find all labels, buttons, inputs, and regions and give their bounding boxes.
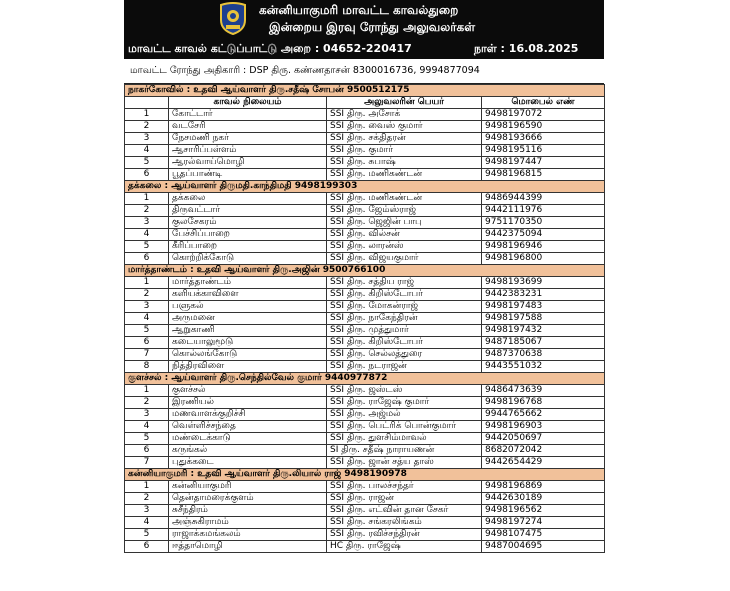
mobile-number: 9498197447: [482, 157, 605, 169]
row-number: 5: [125, 529, 169, 541]
section-title: கன்னியாகுமரி : உதவி ஆய்வாளர் திரு.லியால் ராஜ் 9498190978: [125, 469, 605, 481]
officer-name: SSI திரு. நாகேந்திரன்: [327, 313, 482, 325]
station-name: நேசமணி நகர்: [169, 133, 327, 145]
station-name: பூதப்பாண்டி: [169, 169, 327, 181]
table-row: [125, 433, 605, 445]
table-row: [125, 169, 605, 181]
row-number: 2: [125, 121, 169, 133]
officer-name: SSI திரு. ராஜன்: [327, 493, 482, 505]
table-row: [125, 241, 605, 253]
officer-name: SSI திரு. எட்வின் தான சேகர்: [327, 505, 482, 517]
officer-name: SI திரு. சதீஷ் நாராயணன்: [327, 445, 482, 457]
row-number: 3: [125, 133, 169, 145]
officer-name: SSI திரு. சுபாஷ்: [327, 157, 482, 169]
row-number: 3: [125, 505, 169, 517]
station-name: குளச்சல்: [169, 385, 327, 397]
table-row: [125, 445, 605, 457]
row-number: 6: [125, 337, 169, 349]
table-row: [125, 457, 605, 469]
station-name: கன்னியாகுமரி: [169, 481, 327, 493]
column-header-officer: அலுவலரின் பெயர்: [327, 97, 482, 109]
station-name: அருமனை: [169, 313, 327, 325]
section-header: [125, 85, 605, 97]
column-header-row: [125, 97, 605, 109]
station-name: மண்டைக்காடு: [169, 433, 327, 445]
table-row: [125, 301, 605, 313]
station-name: கொற்றிக்கோடு: [169, 253, 327, 265]
officer-name: SSI திரு. மணிகண்டன்: [327, 169, 482, 181]
station-name: ராஜாக்கமங்கலம்: [169, 529, 327, 541]
section-header: [125, 265, 605, 277]
officer-name: SSI திரு. முத்துமார்: [327, 325, 482, 337]
table-row: [125, 337, 605, 349]
officer-name: SSI திரு. விஜயகுமார்: [327, 253, 482, 265]
column-header-station: காவல் நிலையம்: [169, 97, 327, 109]
section-title: நாகர்கோவில் : உதவி ஆய்வாளர் திரு.சதீஷ் சோபன் 9500512175: [125, 85, 605, 97]
station-name: ஆறுகாணி: [169, 325, 327, 337]
mobile-number: 9498195116: [482, 145, 605, 157]
patrol-table: [124, 84, 605, 553]
mobile-number: 9498196562: [482, 505, 605, 517]
table-row: [125, 277, 605, 289]
mobile-number: 9486944399: [482, 193, 605, 205]
sheet-subtitle: இன்றைய இரவு ரோந்து அலுவலர்கள்: [269, 20, 476, 34]
officer-name: SSI திரு. சக்திதரன்: [327, 133, 482, 145]
officer-name: SSI திரு. மோகன்ராஜ்: [327, 301, 482, 313]
station-name: நித்திரவிளை: [169, 361, 327, 373]
officer-name: SSI திரு. அசோக்: [327, 109, 482, 121]
mobile-number: 9751170350: [482, 217, 605, 229]
station-name: ஆரல்வாய்மொழி: [169, 157, 327, 169]
officer-name: SSI திரு. பெட்ரிக் பொன்குமார்: [327, 421, 482, 433]
mobile-number: 9442630189: [482, 493, 605, 505]
table-row: [125, 421, 605, 433]
mobile-number: 9498193699: [482, 277, 605, 289]
mobile-number: 9487185067: [482, 337, 605, 349]
row-number: 4: [125, 517, 169, 529]
station-name: புதுக்கடை: [169, 457, 327, 469]
station-name: மணவாளக்குறிச்சி: [169, 409, 327, 421]
station-name: தென்தாமரைக்குளம்: [169, 493, 327, 505]
sheet-date: நாள் : 16.08.2025: [474, 42, 579, 55]
mobile-number: 9442383231: [482, 289, 605, 301]
row-number: 3: [125, 409, 169, 421]
mobile-number: 9487370638: [482, 349, 605, 361]
station-name: இரணியல்: [169, 397, 327, 409]
table-row: [125, 481, 605, 493]
patrol-sheet: [124, 0, 604, 591]
officer-name: SSI திரு. லாரன்ஸ்: [327, 241, 482, 253]
row-number: 1: [125, 277, 169, 289]
officer-name: HC திரு. ராஜேஷ்: [327, 541, 482, 553]
mobile-number: 8682072042: [482, 445, 605, 457]
mobile-number: 9443551032: [482, 361, 605, 373]
station-name: வெள்ளிச்சந்தை: [169, 421, 327, 433]
station-name: அஞ்சுகிராமம்: [169, 517, 327, 529]
row-number: 7: [125, 457, 169, 469]
section-title: தக்கலை : ஆய்வாளர் திருமதி.காந்திமதி 9498199303: [125, 181, 605, 193]
table-row: [125, 361, 605, 373]
table-row: [125, 385, 605, 397]
section-header: [125, 469, 605, 481]
table-row: [125, 157, 605, 169]
row-number: 4: [125, 229, 169, 241]
table-row: [125, 349, 605, 361]
station-name: கீரிப்பாறை: [169, 241, 327, 253]
row-number: 5: [125, 157, 169, 169]
control-room-number: மாவட்ட காவல் கட்டுப்பாட்டு அறை : 04652-220417: [128, 42, 412, 55]
table-row: [125, 145, 605, 157]
row-number: 3: [125, 217, 169, 229]
section-title: குளச்சல் : ஆய்வாளர் திரு.செந்தில்வேல் குமார் 9440977872: [125, 373, 605, 385]
officer-name: SSI திரு. ராஜேஷ் குமார்: [327, 397, 482, 409]
row-number: 8: [125, 361, 169, 373]
officer-name: SSI திரு. ஜான் சத்ய தாஸ்: [327, 457, 482, 469]
table-row: [125, 493, 605, 505]
patrol-table-body: [125, 85, 605, 553]
station-name: ஆசாரிப்பள்ளம்: [169, 145, 327, 157]
section-header: [125, 181, 605, 193]
officer-name: SSI திரு. சத்திய ராஜ்: [327, 277, 482, 289]
mobile-number: 9498197072: [482, 109, 605, 121]
officer-name: SSI திரு. வைஸ் குமார்: [327, 121, 482, 133]
station-name: பளுகல்: [169, 301, 327, 313]
row-number: 5: [125, 241, 169, 253]
table-row: [125, 505, 605, 517]
officer-name: SSI திரு. துளசிம்மாவல்: [327, 433, 482, 445]
column-header-mobile: மொபைல் எண்: [482, 97, 605, 109]
officer-name: SSI திரு. வில்சன்: [327, 229, 482, 241]
officer-name: SSI திரு. சங்கரலிங்கம்: [327, 517, 482, 529]
table-row: [125, 253, 605, 265]
table-row: [125, 517, 605, 529]
department-title: கன்னியாகுமரி மாவட்ட காவல்துறை: [259, 3, 459, 17]
station-name: கொல்லங்கோடு: [169, 349, 327, 361]
mobile-number: 9442654429: [482, 457, 605, 469]
mobile-number: 9498196590: [482, 121, 605, 133]
row-number: 6: [125, 169, 169, 181]
table-row: [125, 409, 605, 421]
table-row: [125, 529, 605, 541]
row-number: 5: [125, 325, 169, 337]
row-number: 4: [125, 313, 169, 325]
row-number: 5: [125, 433, 169, 445]
header-banner: [124, 0, 604, 59]
mobile-number: 9498197432: [482, 325, 605, 337]
table-row: [125, 193, 605, 205]
station-name: கடையாலுமூடு: [169, 337, 327, 349]
mobile-number: 9498197483: [482, 301, 605, 313]
mobile-number: 9498196946: [482, 241, 605, 253]
column-header-no: [125, 97, 169, 109]
row-number: 3: [125, 301, 169, 313]
station-name: களியக்காவிளை: [169, 289, 327, 301]
row-number: 1: [125, 385, 169, 397]
station-name: சுசீந்திரம்: [169, 505, 327, 517]
mobile-number: 9498196903: [482, 421, 605, 433]
officer-name: SSI திரு. நடராஜன்: [327, 361, 482, 373]
row-number: 2: [125, 289, 169, 301]
row-number: 1: [125, 193, 169, 205]
mobile-number: 9498193666: [482, 133, 605, 145]
table-row: [125, 541, 605, 553]
station-name: திருவட்டார்: [169, 205, 327, 217]
mobile-number: 9498197274: [482, 517, 605, 529]
row-number: 2: [125, 397, 169, 409]
mobile-number: 9944765662: [482, 409, 605, 421]
station-name: தக்கலை: [169, 193, 327, 205]
section-header: [125, 373, 605, 385]
dsp-line: மாவட்ட ரோந்து அதிகாரி : DSP திரு. கண்ணதாசன் 8300016736, 9994877094: [124, 59, 604, 84]
mobile-number: 9498107475: [482, 529, 605, 541]
officer-name: SSI திரு. ஜஸ்டஸ்: [327, 385, 482, 397]
officer-name: SSI திரு. ரவிச்சந்திரன்: [327, 529, 482, 541]
row-number: 2: [125, 205, 169, 217]
officer-name: SSI திரு. ஜேம்ஸ்ராஜ்: [327, 205, 482, 217]
mobile-number: 9487004695: [482, 541, 605, 553]
mobile-number: 9498197588: [482, 313, 605, 325]
station-name: குலசேகரம்: [169, 217, 327, 229]
officer-name: SSI திரு. அஜ்மல்: [327, 409, 482, 421]
table-row: [125, 313, 605, 325]
mobile-number: 9442111976: [482, 205, 605, 217]
table-row: [125, 109, 605, 121]
row-number: 7: [125, 349, 169, 361]
station-name: மார்த்தாண்டம்: [169, 277, 327, 289]
mobile-number: 9486473639: [482, 385, 605, 397]
station-name: வடசேரி: [169, 121, 327, 133]
table-row: [125, 325, 605, 337]
table-row: [125, 217, 605, 229]
station-name: ஈத்தாமொழி: [169, 541, 327, 553]
mobile-number: 9498196800: [482, 253, 605, 265]
table-row: [125, 133, 605, 145]
officer-name: SSI திரு. கிறிஸ்டோபர்: [327, 337, 482, 349]
police-emblem-icon: [219, 2, 247, 35]
row-number: 6: [125, 541, 169, 553]
row-number: 4: [125, 145, 169, 157]
mobile-number: 9442050697: [482, 433, 605, 445]
mobile-number: 9498196768: [482, 397, 605, 409]
station-name: கோட்டார்: [169, 109, 327, 121]
station-name: பேச்சிப்பாறை: [169, 229, 327, 241]
row-number: 6: [125, 445, 169, 457]
section-title: மார்த்தாண்டம் : உதவி ஆய்வாளர் திரு.அஜின் 9500766100: [125, 265, 605, 277]
table-row: [125, 289, 605, 301]
row-number: 4: [125, 421, 169, 433]
row-number: 1: [125, 481, 169, 493]
table-row: [125, 205, 605, 217]
row-number: 1: [125, 109, 169, 121]
table-row: [125, 397, 605, 409]
mobile-number: 9498196815: [482, 169, 605, 181]
officer-name: SSI திரு. கிறிஸ்டோபர்: [327, 289, 482, 301]
mobile-number: 9498196869: [482, 481, 605, 493]
officer-name: SSI திரு. பாலச்சந்தர்: [327, 481, 482, 493]
table-row: [125, 121, 605, 133]
table-row: [125, 229, 605, 241]
officer-name: SSI திரு. குமார்: [327, 145, 482, 157]
officer-name: SSI திரு. செல்லத்துரை: [327, 349, 482, 361]
mobile-number: 9442375094: [482, 229, 605, 241]
officer-name: SSI திரு. ஜெஜின் பாபு: [327, 217, 482, 229]
station-name: கருங்கல்: [169, 445, 327, 457]
row-number: 2: [125, 493, 169, 505]
officer-name: SSI திரு. மணிகண்டன்: [327, 193, 482, 205]
row-number: 6: [125, 253, 169, 265]
